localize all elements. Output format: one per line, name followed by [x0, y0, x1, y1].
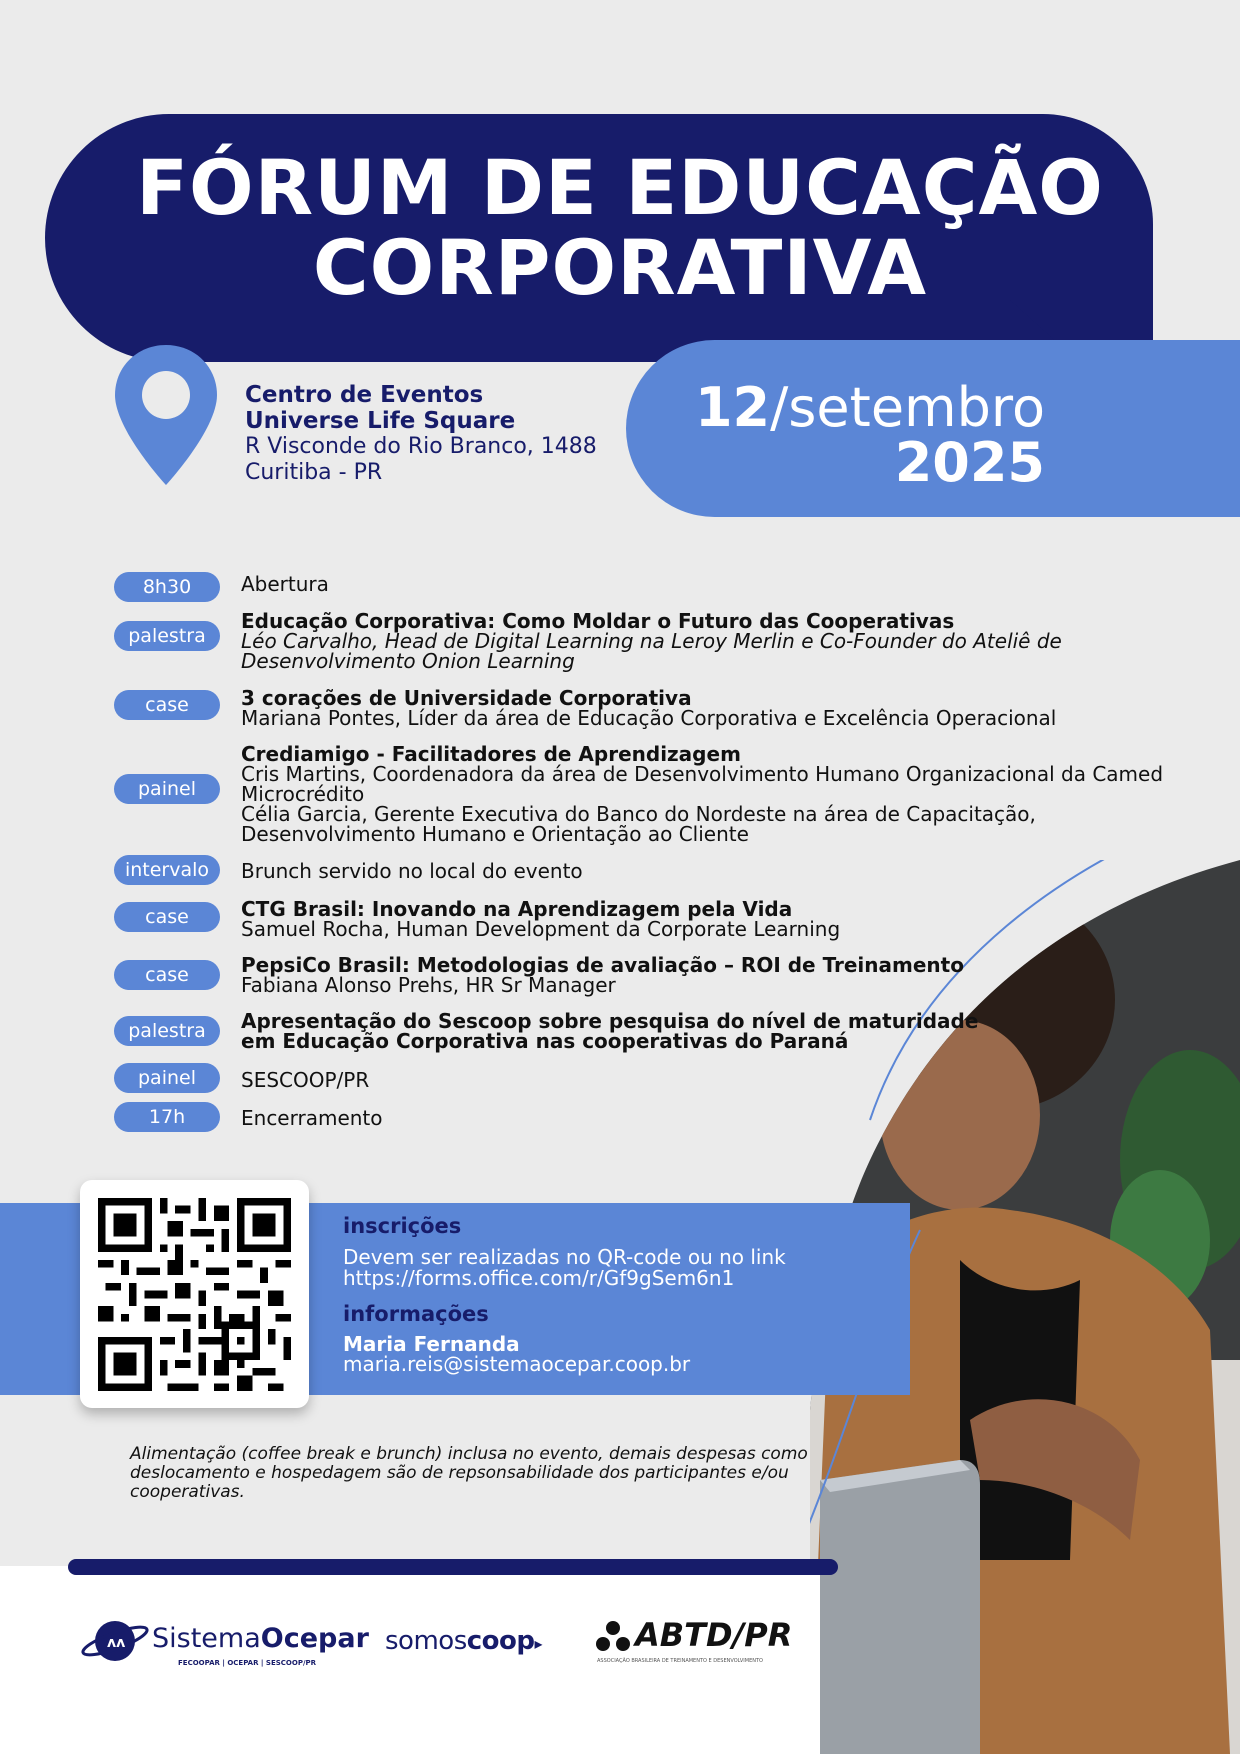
schedule-title: Crediamigo - Facilitadores de Aprendizagem — [241, 742, 741, 766]
schedule-title: Educação Corporativa: Como Moldar o Futuro das Cooperativas — [241, 609, 955, 633]
abtd-dots-icon — [595, 1620, 631, 1654]
somoscoop-wordmark — [385, 1626, 542, 1656]
info-heading: informações — [343, 1302, 489, 1326]
schedule-tag: intervalo — [114, 855, 220, 885]
sistema-ocepar-logo — [80, 1615, 369, 1675]
event-date — [640, 378, 1045, 438]
ocepar-wordmark-a: Sistema — [152, 1623, 261, 1654]
event-title — [45, 143, 1195, 312]
location-pin-icon — [115, 345, 217, 485]
schedule-line: Desenvolvimento Humano e Orientação ao Cliente — [241, 822, 749, 846]
schedule-line: Mariana Pontes, Líder da área de Educação Corporativa e Excelência Operacional — [241, 706, 1057, 730]
event-year: 2025 — [894, 431, 1045, 494]
schedule-line: Brunch servido no local do evento — [241, 859, 583, 883]
schedule-text — [241, 574, 1240, 594]
schedule-line: Cris Martins, Coordenadora da área de Desenvolvimento Humano Organizacional da Camed — [241, 762, 1164, 786]
registration-heading: inscrições — [343, 1214, 462, 1238]
schedule-tag: case — [114, 902, 220, 932]
schedule-tag: 17h — [114, 1102, 220, 1132]
schedule-line: Abertura — [241, 572, 329, 596]
qr-code[interactable] — [98, 1198, 291, 1391]
schedule-text — [241, 1011, 1240, 1051]
registration-link[interactable]: https://forms.office.com/r/Gf9gSem6n1 — [343, 1266, 735, 1290]
ocepar-sub: FECOOPAR | OCEPAR | SESCOOP/PR — [178, 1659, 317, 1667]
event-day: 12 — [694, 376, 771, 439]
ocepar-wordmark — [152, 1623, 369, 1654]
somos-text: somos — [385, 1626, 467, 1656]
schedule-tag: case — [114, 960, 220, 990]
schedule-line: SESCOOP/PR — [241, 1068, 370, 1092]
svg-text:ʌʌ: ʌʌ — [107, 1635, 126, 1651]
schedule-line: Samuel Rocha, Human Development da Corporate Learning — [241, 917, 841, 941]
schedule-text — [241, 861, 1240, 881]
event-title-line2: CORPORATIVA — [312, 223, 928, 312]
ocepar-globe-icon — [80, 1617, 150, 1665]
abtd-wordmark: ABTD/PR — [635, 1616, 793, 1654]
schedule-tag: 8h30 — [114, 572, 220, 602]
schedule-title: CTG Brasil: Inovando na Aprendizagem pela Vida — [241, 897, 793, 921]
schedule-line: Desenvolvimento Onion Learning — [241, 649, 575, 673]
venue-name-line1: Centro de Eventos — [245, 382, 484, 408]
schedule-title: Apresentação do Sescoop sobre pesquisa do nível de maturidade — [241, 1009, 979, 1033]
abtd-pr-logo — [595, 1616, 795, 1671]
venue-city: Curitiba - PR — [245, 460, 383, 485]
schedule-tag: palestra — [114, 1016, 220, 1046]
schedule-text — [241, 1070, 1240, 1090]
schedule-text — [241, 1108, 1240, 1128]
arrow-icon: ▸ — [534, 1634, 543, 1653]
venue-name-line2: Universe Life Square — [245, 408, 516, 434]
abtd-sub: ASSOCIAÇÃO BRASILEIRA DE TREINAMENTO E DESENVOLVIMENTO — [597, 1658, 763, 1664]
schedule-line: Léo Carvalho, Head de Digital Learning na Leroy Merlin e Co-Founder do Ateliê de — [241, 629, 1062, 653]
registration-instructions: Devem ser realizadas no QR-code ou no link — [343, 1245, 786, 1269]
schedule-tag: painel — [114, 1063, 220, 1093]
schedule-text — [241, 744, 1240, 844]
schedule-line: Fabiana Alonso Prehs, HR Sr Manager — [241, 973, 616, 997]
schedule-line: Célia Garcia, Gerente Executiva do Banco do Nordeste na área de Capacitação, — [241, 802, 1036, 826]
somoscoop-logo — [385, 1622, 565, 1662]
footer-divider — [68, 1559, 838, 1575]
schedule-text — [241, 899, 1240, 939]
schedule-tag: palestra — [114, 621, 220, 651]
schedule-tag: case — [114, 690, 220, 720]
contact-email[interactable]: maria.reis@sistemaocepar.coop.br — [343, 1352, 691, 1376]
event-month: /setembro — [770, 376, 1045, 439]
event-location — [245, 382, 597, 486]
schedule-line: Encerramento — [241, 1106, 383, 1130]
schedule-text — [241, 955, 1240, 995]
ocepar-wordmark-b: Ocepar — [260, 1623, 369, 1654]
schedule-text — [241, 688, 1240, 728]
schedule-title: 3 corações de Universidade Corporativa — [241, 686, 692, 710]
event-title-line1: FÓRUM DE EDUCAÇÃO — [136, 143, 1104, 232]
schedule-title: PepsiCo Brasil: Metodologias de avaliação – ROI de Treinamento — [241, 953, 964, 977]
schedule-title-cont: em Educação Corporativa nas cooperativas do Paraná — [241, 1029, 849, 1053]
schedule-text — [241, 611, 1240, 671]
contact-name: Maria Fernanda — [343, 1332, 520, 1356]
schedule-line: Microcrédito — [241, 782, 365, 806]
food-note: Alimentação (coffee break e brunch) inclusa no evento, demais despesas como deslocamento e hospedagem são de repsonsabilidade dos participantes e/ou cooperativas. — [130, 1444, 808, 1502]
schedule-tag: painel — [114, 774, 220, 804]
venue-address: R Visconde do Rio Branco, 1488 — [245, 434, 597, 459]
coop-text: coop — [466, 1626, 535, 1656]
